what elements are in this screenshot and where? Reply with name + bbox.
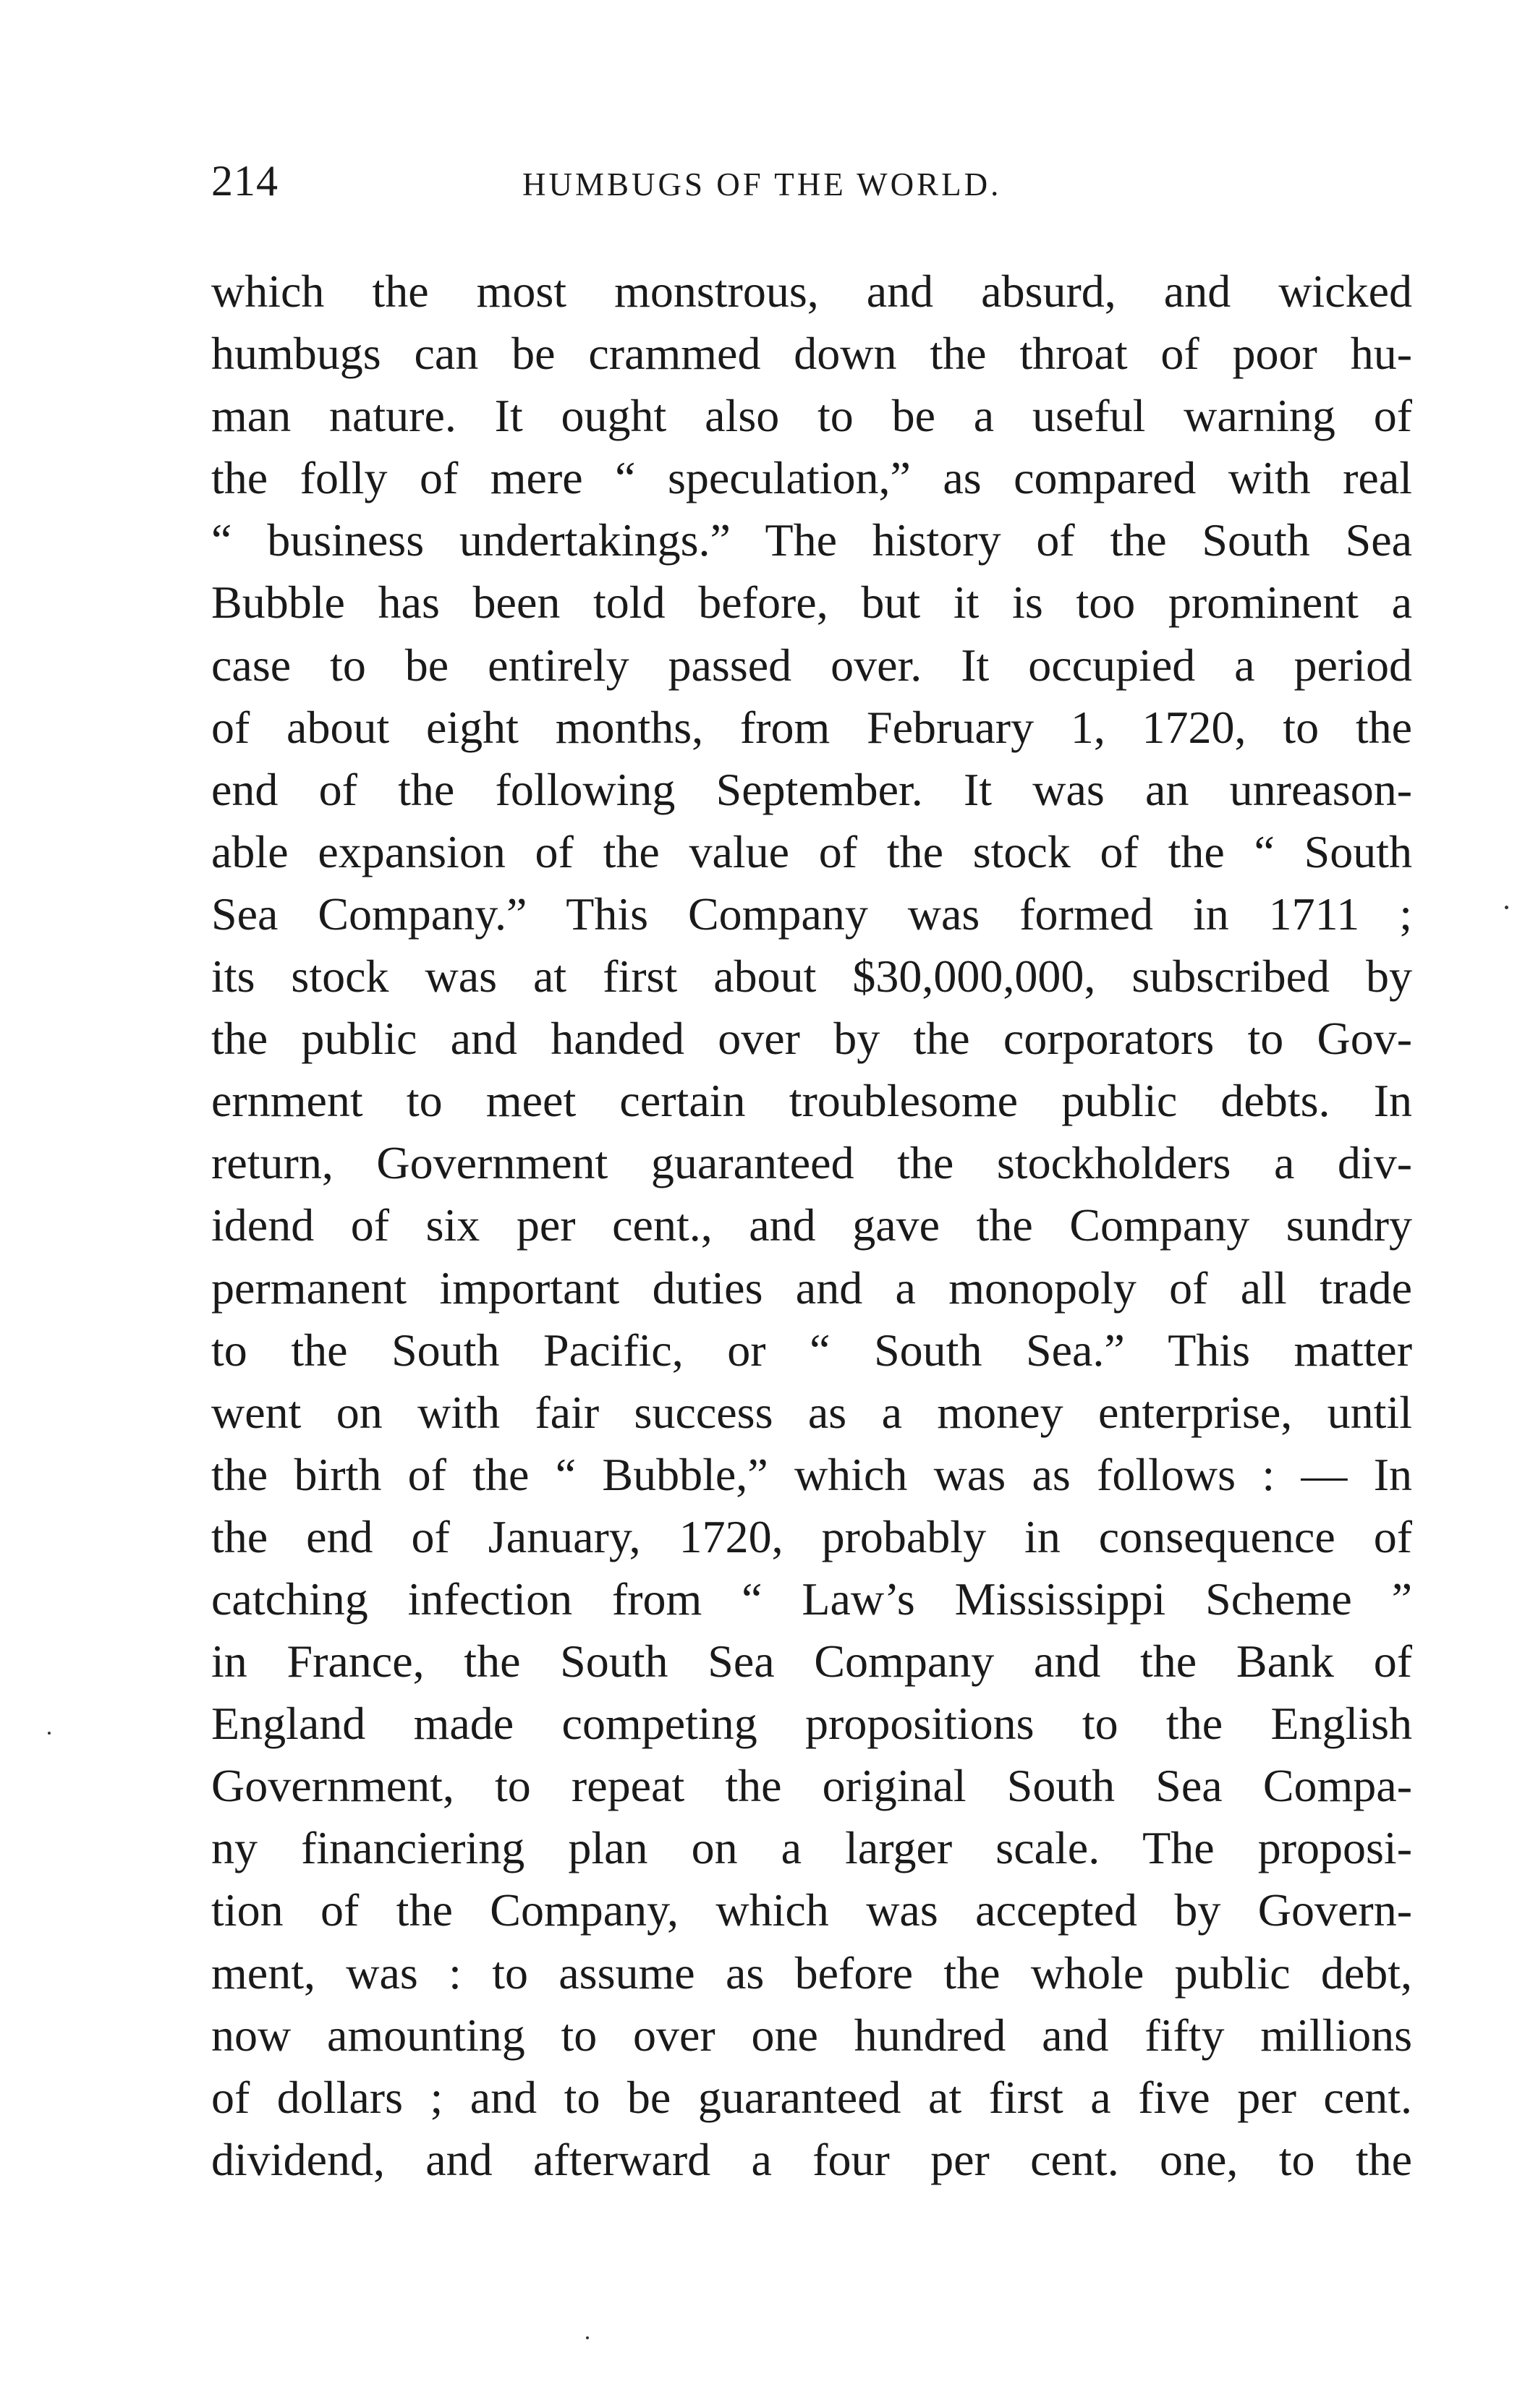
paper-speck (1505, 906, 1508, 909)
text-line: went on with fair success as a money enterprise, until (211, 1386, 1412, 1438)
text-line: idend of six per cent., and gave the Company sundry (211, 1199, 1412, 1251)
text-line: ny financiering plan on a larger scale. The proposi- (211, 1822, 1412, 1874)
body-text (211, 260, 1412, 2213)
text-line: the end of January, 1720, probably in consequence of (211, 1510, 1412, 1562)
running-head: HUMBUGS OF THE WORLD. (522, 166, 1002, 203)
text-line: the public and handed over by the corporators to Gov- (211, 1013, 1412, 1065)
text-line: Government, to repeat the original South Sea Compa- (211, 1760, 1412, 1812)
text-line: to the South Pacific, or “ South Sea.” This matter (211, 1324, 1412, 1376)
text-line: the birth of the “ Bubble,” which was as follows : — In (211, 1448, 1412, 1500)
text-line: of dollars ; and to be guaranteed at first a five per cent. (211, 2071, 1412, 2123)
text-line: dividend, and afterward a four per cent. one, to the (211, 2133, 1412, 2185)
text-line: its stock was at first about $30,000,000, subscribed by (211, 950, 1412, 1003)
page-number: 214 (211, 157, 279, 205)
text-line: which the most monstrous, and absurd, and wicked (211, 265, 1412, 317)
text-line: now amounting to over one hundred and fifty millions (211, 2009, 1412, 2061)
paper-speck (586, 2336, 589, 2339)
text-line: able expansion of the value of the stock of the “ South (211, 825, 1412, 877)
text-line: England made competing propositions to the English (211, 1698, 1412, 1750)
text-line: end of the following September. It was an unreason- (211, 763, 1412, 815)
text-line: permanent important duties and a monopoly of all trade (211, 1262, 1412, 1314)
text-line: tion of the Company, which was accepted by Govern- (211, 1884, 1412, 1936)
text-line: Sea Company.” This Company was formed in 1711 ; (211, 888, 1412, 940)
text-line: ernment to meet certain troublesome public debts. In (211, 1075, 1412, 1127)
text-line: return, Government guaranteed the stockholders a div- (211, 1137, 1412, 1189)
text-line: ment, was : to assume as before the whole public debt, (211, 1947, 1412, 1999)
text-line: humbugs can be crammed down the throat of poor hu- (211, 328, 1412, 380)
text-line: case to be entirely passed over. It occupied a period (211, 639, 1412, 691)
text-line: man nature. It ought also to be a useful warning of (211, 390, 1412, 442)
page-header (211, 148, 1412, 213)
text-line: catching infection from “ Law’s Mississippi Scheme ” (211, 1573, 1412, 1625)
text-line: “ business undertakings.” The history of the South Sea (211, 514, 1412, 566)
text-line: Bubble has been told before, but it is too prominent a (211, 577, 1412, 629)
paper-speck (48, 1732, 51, 1735)
text-line: in France, the South Sea Company and the Bank of (211, 1635, 1412, 1688)
text-line: of about eight months, from February 1, 1720, to the (211, 701, 1412, 753)
text-line: the folly of mere “ speculation,” as compared with real (211, 452, 1412, 504)
